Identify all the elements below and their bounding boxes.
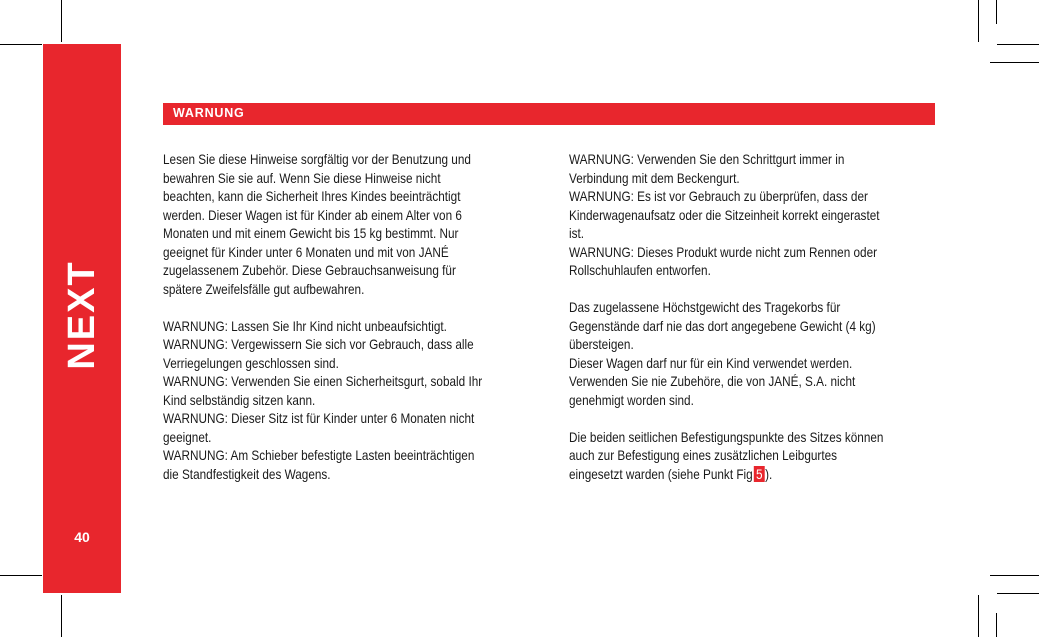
right-column — [569, 150, 943, 483]
paragraph-gap — [569, 280, 943, 299]
text-line: Kind selbständig sitzen kann. — [163, 391, 316, 408]
text-line: WARNUNG: Dieser Sitz ist für Kinder unter 6 Monaten nicht — [163, 410, 475, 426]
text-line: Gegenstände darf nie das dort angegebene Gewicht (4 kg) — [569, 317, 876, 334]
text-line: auch zur Befestigung eines zusätzlichen Leibgurtes — [569, 447, 838, 463]
crop-mark — [990, 575, 1039, 576]
text-line: WARNUNG: Vergewissern Sie sich vor Gebrauch, dass alle — [163, 336, 474, 352]
crop-mark — [997, 593, 1039, 594]
text-line: WARNUNG: Dieses Produkt wurde nicht zum Rennen oder — [569, 243, 878, 260]
text-line: beachten, kann die Sicherheit Ihres Kindes beeinträchtigt — [163, 188, 461, 204]
text-line: Verbindung mit dem Beckengurt. — [569, 169, 740, 186]
left-column — [163, 150, 524, 483]
crop-mark — [978, 595, 979, 637]
text-line: Die beiden seitlichen Befestigungspunkte des Sitzes können — [569, 428, 884, 445]
page-number: 40 — [74, 529, 90, 545]
text-line: bewahren Sie sie auf. Wenn Sie diese Hinweise nicht — [163, 169, 441, 186]
text-line: die Standfestigkeit des Wagens. — [163, 465, 331, 482]
crop-mark — [0, 44, 42, 45]
crop-mark — [996, 613, 997, 637]
text-line: WARNUNG: Verwenden Sie einen Sicherheitsgurt, sobald Ihr — [163, 373, 483, 389]
text-line: ist. — [569, 225, 585, 241]
text-line: geeignet. — [163, 428, 212, 445]
text-line: zugelassenem Zubehör. Diese Gebrauchsanweisung für — [163, 262, 456, 278]
text-line: Monaten und mit einem Gewicht bis 15 kg bestimmt. Nur — [163, 225, 459, 241]
text-line: Lesen Sie diese Hinweise sorgfältig vor der Benutzung und — [163, 151, 471, 167]
figure-ref-suffix: ). — [765, 465, 773, 482]
text-line: werden. Dieser Wagen ist für Kinder ab einem Alter von 6 — [163, 206, 462, 223]
text-line: WARNUNG: Es ist vor Gebrauch zu überprüfen, dass der — [569, 188, 868, 204]
figure-ref-text: eingesetzt warden (siehe Punkt Fig — [569, 465, 753, 482]
paragraph-gap — [569, 409, 943, 428]
figure-number-badge: 5 — [754, 466, 766, 482]
paragraph-gap — [163, 298, 524, 317]
crop-mark — [996, 0, 997, 24]
text-line: WARNUNG: Am Schieber befestigte Lasten beeinträchtigen — [163, 447, 475, 463]
crop-mark — [990, 62, 1039, 63]
text-line: Verriegelungen geschlossen sind. — [163, 354, 339, 371]
crop-mark — [61, 595, 62, 637]
text-line: genehmigt worden sind. — [569, 391, 694, 408]
text-line: Das zugelassene Höchstgewicht des Tragekorbs für — [569, 299, 841, 315]
text-line: Dieser Wagen darf nur für ein Kind verwendet werden. — [569, 354, 853, 371]
text-line: übersteigen. — [569, 336, 634, 352]
text-line: Kinderwagenaufsatz oder die Sitzeinheit korrekt eingerastet — [569, 206, 880, 223]
text-line: Rollschuhlaufen entworfen. — [569, 262, 711, 278]
side-tab-title: NEXT — [61, 260, 103, 370]
crop-mark — [0, 575, 42, 576]
crop-mark — [997, 44, 1039, 45]
text-line: spätere Zweifelsfälle gut aufbewahren. — [163, 280, 365, 297]
section-heading: WARNUNG — [173, 106, 245, 120]
text-line: WARNUNG: Lassen Sie Ihr Kind nicht unbeaufsichtigt. — [163, 317, 447, 334]
text-line: WARNUNG: Verwenden Sie den Schrittgurt immer in — [569, 151, 845, 167]
text-line: Verwenden Sie nie Zubehöre, die von JANÉ, S.A. nicht — [569, 373, 856, 389]
section-header-bar — [163, 103, 935, 125]
text-line: geeignet für Kinder unter 6 Monaten und mit von JANÉ — [163, 243, 449, 260]
crop-mark — [978, 0, 979, 42]
crop-mark — [61, 0, 62, 42]
text-line-with-figure-ref — [569, 465, 943, 484]
